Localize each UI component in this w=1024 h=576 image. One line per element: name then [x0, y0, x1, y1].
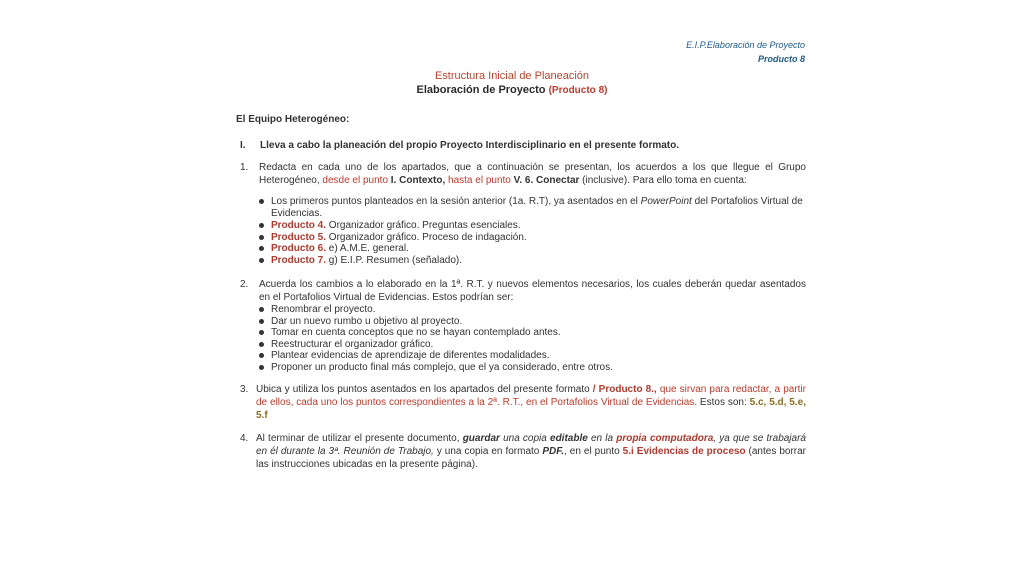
list-item — [256, 327, 806, 339]
bullet-icon — [259, 307, 264, 312]
text-run: Reestructurar el organizador gráfico. — [271, 338, 434, 350]
bullet-icon — [259, 342, 264, 347]
text-run: , en el punto — [564, 446, 623, 457]
header-line-2: Producto 8 — [757, 54, 805, 64]
item-text: Acuerda los cambios a lo elaborado en la 1ª. R.T. y nuevos elementos necesarios, los cuales deberán quedar asentados en el Portafolios Virtual de Evidencias. Estos podrían ser: — [259, 279, 806, 303]
list-item — [256, 255, 806, 267]
section-text: Lleva a cabo la planeación del propio Proyecto Interdisciplinario en el presente formato. — [260, 140, 679, 151]
text-run: desde el punto — [322, 175, 391, 186]
text-run: Tomar en cuenta conceptos que no se hayan contemplado antes. — [271, 327, 561, 338]
bullet-icon — [259, 319, 264, 324]
instruction-item-4 — [240, 432, 806, 471]
text-run: 5.c, 5.d, 5.e, 5.f — [256, 397, 806, 421]
item-2-bullets — [256, 304, 806, 373]
text-run: 5.i Evidencias de proceso — [622, 446, 746, 457]
list-item — [256, 362, 806, 374]
document-title: Estructura Inicial de Planeación — [434, 70, 590, 82]
text-run: y una copia en formato — [433, 446, 543, 457]
subtitle-main: Elaboración de Proyecto — [416, 84, 549, 96]
item-number: 3. — [240, 384, 249, 395]
text-run: Producto 5. — [271, 231, 327, 243]
instruction-item-2 — [240, 278, 806, 304]
text-run: , ya que se trabajará en él durante la 3ª. Reunión de Trabajo, — [256, 433, 806, 457]
text-run: hasta el punto — [445, 175, 514, 186]
text-run: del Portafolios Virtual de Evidencias. — [271, 196, 803, 219]
text-run: Renombrar el proyecto. — [271, 304, 376, 315]
list-item — [256, 304, 806, 316]
item-number: 4. — [240, 433, 249, 444]
text-run: Producto 4. — [271, 220, 327, 231]
text-run: (inclusive). Para ello toma en cuenta: — [579, 175, 747, 186]
header-line-1: E.I.P.Elaboración de Proyecto — [686, 40, 805, 50]
item-1-bullets — [256, 196, 806, 266]
item-text — [256, 432, 806, 471]
text-run: PDF. — [542, 446, 565, 457]
text-run: / Producto 8., — [592, 384, 657, 395]
text-run: Producto 6. — [271, 243, 327, 254]
section-number: I. — [240, 140, 246, 151]
instruction-item-3 — [240, 383, 806, 422]
instruction-item-1 — [240, 161, 806, 187]
list-item — [256, 316, 806, 328]
text-run: Al terminar de utilizar el presente documento, — [256, 433, 463, 444]
bullet-icon — [259, 223, 264, 228]
item-text — [259, 161, 806, 187]
text-run: Ubica y utiliza los puntos asentados en los apartados del presente formato — [256, 384, 593, 395]
bullet-icon — [259, 199, 264, 204]
text-run: Organizador gráfico. Proceso de indagación. — [326, 231, 527, 243]
text-run: Plantear evidencias de aprendizaje de diferentes modalidades. — [271, 350, 550, 361]
bullet-icon — [259, 365, 264, 370]
item-number: 1. — [240, 162, 249, 173]
bullet-icon — [259, 246, 264, 251]
item-text — [256, 383, 806, 422]
item-number: 2. — [240, 279, 249, 290]
text-run: Estos son: — [697, 397, 750, 408]
text-run: una copia — [499, 433, 551, 444]
equipo-heading: El Equipo Heterogéneo: — [236, 114, 350, 125]
text-run: V. 6. Conectar — [513, 175, 580, 186]
list-item — [256, 350, 806, 362]
bullet-icon — [259, 330, 264, 335]
text-run: Dar un nuevo rumbo u objetivo al proyecto. — [271, 315, 463, 327]
list-item — [256, 232, 806, 244]
text-run: Organizador gráfico. Preguntas esenciales. — [326, 220, 521, 231]
subtitle-product: (Producto 8) — [548, 85, 608, 96]
list-item — [256, 196, 806, 219]
list-item — [256, 339, 806, 351]
text-run: PowerPoint — [640, 196, 692, 207]
text-run: e) A.M.E. general. — [326, 243, 409, 254]
bullet-icon — [259, 258, 264, 263]
text-run: (antes borrar las instrucciones ubicadas en la presente página). — [256, 446, 806, 470]
text-run: que sirvan para redactar, a partir de ellos, cada uno los puntos correspondientes a la 2ª. R.T., en el Portafolios Virtual de Evidencias. — [256, 384, 806, 408]
text-run: guardar — [462, 433, 500, 444]
text-run: en la — [587, 433, 617, 444]
bullet-icon — [259, 235, 264, 240]
text-run: Producto 7. — [271, 254, 327, 266]
text-run: Proponer un producto final más complejo, que el ya considerado, entre otros. — [271, 361, 613, 373]
bullet-icon — [259, 353, 264, 358]
text-run: editable — [550, 433, 588, 444]
text-run: I. Contexto, — [390, 175, 446, 186]
list-item — [256, 220, 806, 232]
text-run: propia computadora — [616, 433, 714, 444]
document-subtitle — [0, 84, 1024, 96]
text-run: g) E.I.P. Resumen (señalado). — [326, 254, 463, 266]
text-run: Redacta en cada uno de los apartados, que a continuación se presentan, los acuerdos a los que llegue el Grupo Heterogéneo, — [259, 162, 806, 186]
text-run: Los primeros puntos planteados en la sesión anterior (1a. R.T), ya asentados en el — [271, 196, 641, 207]
list-item — [256, 243, 806, 255]
